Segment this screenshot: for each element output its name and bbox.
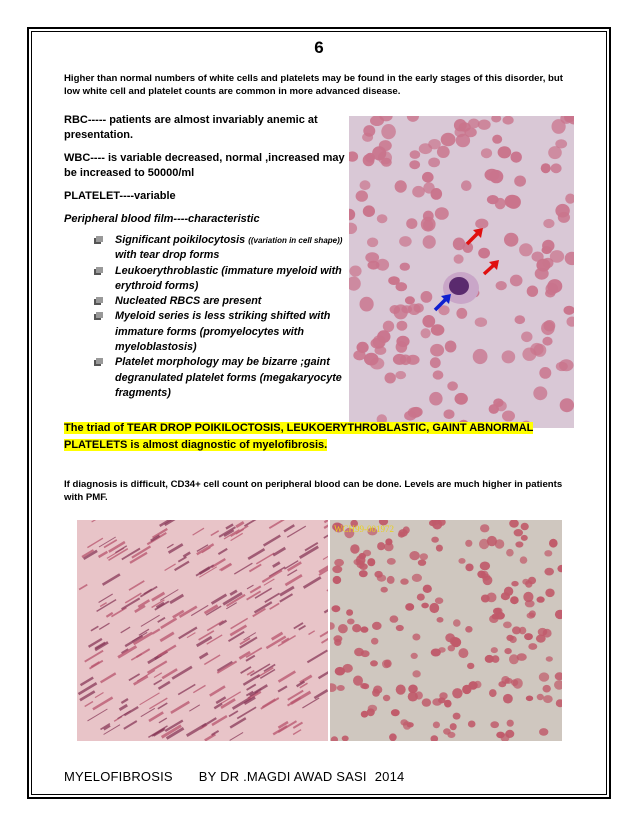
red-cell — [410, 150, 421, 159]
red-cell — [359, 570, 368, 577]
red-cell — [444, 409, 455, 419]
red-cell — [429, 392, 442, 406]
lab-findings — [64, 113, 349, 401]
red-cell — [542, 337, 552, 346]
red-cell — [421, 328, 431, 338]
red-cell — [412, 574, 422, 582]
bullet-icon — [93, 235, 104, 246]
red-cell — [431, 649, 441, 657]
red-cell — [405, 603, 414, 611]
red-cell — [384, 543, 394, 552]
red-cell — [537, 596, 545, 602]
footer — [64, 769, 430, 784]
red-cell — [548, 146, 562, 159]
red-cell — [381, 124, 396, 139]
triad-statement — [64, 420, 584, 454]
red-cell — [391, 709, 400, 716]
finding-note: ((variation in cell shape)) — [248, 236, 343, 245]
peripheral-smear-image — [330, 520, 562, 741]
red-cell — [360, 180, 371, 190]
list-item — [93, 294, 349, 309]
red-cell — [360, 683, 368, 689]
red-cell — [509, 654, 519, 664]
red-cell — [487, 536, 497, 546]
red-cell — [356, 190, 368, 201]
red-cell — [377, 214, 388, 223]
red-cell — [396, 336, 409, 347]
list-item — [93, 309, 349, 355]
red-cell — [512, 626, 521, 634]
red-cell — [550, 250, 564, 263]
red-cell — [465, 626, 472, 633]
red-cell — [428, 158, 440, 168]
image-watermark: WCH99-001972 — [334, 524, 394, 534]
red-cell — [538, 628, 548, 636]
red-cell — [388, 276, 400, 285]
red-cell — [395, 371, 406, 379]
red-cell — [533, 386, 547, 400]
red-cell — [420, 553, 428, 560]
blood-smear-graphic — [349, 116, 574, 428]
red-cell — [430, 357, 441, 368]
red-cell — [437, 146, 450, 158]
red-cell — [487, 195, 499, 204]
red-cell — [421, 217, 436, 232]
red-cell — [551, 163, 562, 173]
red-cell — [433, 722, 440, 729]
red-cell — [377, 575, 386, 582]
red-cell — [375, 346, 387, 355]
red-cell — [448, 645, 455, 651]
red-cell — [372, 622, 382, 630]
red-cell — [390, 615, 399, 622]
red-cell — [383, 321, 394, 332]
red-cell — [349, 266, 361, 277]
finding-text: Leukoerythroblastic (immature myeloid with erythroid forms) — [115, 264, 342, 292]
red-cell — [480, 524, 489, 532]
triad-pre: The triad of — [64, 422, 127, 434]
red-cell — [363, 205, 375, 217]
red-cell — [464, 128, 476, 138]
red-cell — [525, 600, 535, 607]
red-cell — [423, 235, 436, 248]
red-cell — [439, 692, 447, 699]
red-cell — [527, 613, 535, 619]
red-cell — [496, 281, 507, 290]
triad-main: TEAR DROP POIKILOCTOSIS, LEUKOERYTHROBLASTIC, GAINT ABNORMAL PLATELETS — [64, 422, 534, 451]
red-cell — [504, 648, 511, 654]
bullet-icon — [93, 266, 104, 277]
red-cell — [400, 263, 410, 271]
intro-paragraph: Higher than normal numbers of white cells and platelets may be found in the early stages of this disorder, but low white cell and platelet counts are common in more advanced disease. — [64, 73, 563, 97]
bullet-icon — [93, 357, 104, 368]
red-cell — [363, 550, 371, 557]
red-cell — [332, 566, 342, 574]
red-cell — [385, 373, 396, 384]
red-cell — [399, 236, 412, 247]
red-cell — [506, 549, 514, 557]
red-cell — [447, 381, 458, 390]
red-cell — [506, 635, 513, 641]
red-cell — [543, 219, 554, 228]
red-cell — [539, 672, 549, 681]
red-cell — [539, 367, 551, 379]
red-cell — [505, 195, 520, 208]
footer-year: 2014 — [374, 769, 405, 784]
red-cell — [536, 259, 550, 272]
red-cell — [510, 275, 523, 287]
finding-text: Myeloid series is less striking shifted with immature forms (promyelocytes with myeloblastosis) — [115, 310, 331, 354]
red-cell — [526, 696, 533, 702]
red-cell — [468, 721, 476, 728]
red-cell — [334, 639, 341, 646]
red-cell — [431, 537, 439, 543]
red-cell — [503, 116, 514, 125]
red-cell — [353, 350, 365, 360]
red-cell — [528, 643, 537, 650]
red-cell — [544, 568, 554, 576]
red-cell — [555, 204, 569, 218]
red-cell — [485, 169, 500, 181]
red-cell — [478, 120, 491, 130]
red-cell — [480, 562, 490, 571]
red-cell — [481, 571, 489, 578]
red-cell — [370, 660, 378, 666]
red-cell — [381, 587, 388, 593]
red-cell — [541, 321, 555, 335]
red-cell — [458, 558, 465, 564]
red-cell — [383, 695, 390, 701]
red-cell — [360, 626, 368, 632]
red-cell — [337, 685, 345, 691]
red-cell — [465, 540, 472, 547]
platelet-text: PLATELET----variable — [64, 190, 176, 202]
red-cell — [362, 133, 373, 142]
red-cell — [346, 609, 353, 616]
red-cell — [412, 634, 420, 641]
red-cell — [453, 713, 461, 720]
red-cell — [475, 219, 488, 229]
red-cell — [422, 698, 431, 706]
red-cell — [467, 663, 474, 669]
footer-title: MYELOFIBROSIS — [64, 769, 173, 784]
red-cell — [412, 186, 425, 198]
page-number: 6 — [314, 38, 324, 57]
red-cell — [475, 317, 487, 327]
red-cell — [371, 638, 378, 645]
red-cell — [454, 254, 464, 263]
red-cell — [541, 163, 551, 173]
red-cell — [368, 705, 377, 712]
red-cell — [412, 670, 420, 677]
red-cell — [458, 648, 468, 658]
red-cell — [432, 698, 442, 705]
red-cell — [485, 655, 494, 663]
red-cell — [335, 667, 345, 676]
red-cell — [372, 689, 380, 697]
red-cell — [520, 556, 528, 563]
red-cell — [365, 252, 379, 263]
red-cell — [501, 676, 509, 684]
red-cell — [481, 595, 490, 603]
red-cell — [411, 653, 418, 659]
red-cell — [545, 589, 554, 598]
red-cell — [418, 560, 426, 566]
red-cell — [367, 558, 375, 566]
red-cell — [521, 535, 528, 541]
red-cell — [559, 359, 574, 371]
red-cell — [334, 559, 344, 566]
red-cell — [522, 348, 536, 361]
red-cell — [382, 660, 390, 669]
blood-smear-image — [349, 116, 574, 428]
red-cell — [473, 349, 488, 364]
red-cell — [456, 308, 467, 319]
red-cell — [507, 720, 514, 727]
red-cell — [431, 188, 443, 200]
red-cell — [421, 291, 433, 303]
red-cell — [422, 172, 434, 183]
wbc-text: WBC---- is variable decreased, normal ,increased may be increased to 50000/ml — [64, 152, 345, 179]
red-cell — [514, 176, 526, 187]
red-cell — [519, 243, 533, 256]
red-cell — [441, 133, 456, 147]
red-cell — [433, 370, 444, 379]
red-cell — [396, 685, 406, 695]
red-cell — [347, 619, 355, 625]
red-cell — [422, 315, 435, 328]
red-cell — [444, 700, 452, 708]
red-cell — [429, 603, 439, 613]
red-cell — [350, 544, 359, 553]
red-cell — [546, 283, 559, 295]
red-cell — [400, 578, 408, 584]
red-cell — [514, 529, 523, 536]
red-cell — [338, 624, 348, 633]
finding-text: Significant poikilocytosis — [115, 234, 249, 246]
red-cell — [527, 286, 538, 297]
red-cell — [377, 542, 385, 550]
red-cell — [454, 119, 467, 131]
red-cell — [423, 585, 432, 593]
red-cell — [491, 647, 498, 653]
red-cell — [490, 721, 499, 728]
red-cell — [395, 180, 407, 192]
list-item — [93, 264, 349, 295]
red-cell — [443, 728, 451, 734]
red-cell — [489, 689, 497, 697]
red-cell — [390, 305, 401, 314]
red-cell — [481, 148, 492, 158]
red-cell — [409, 551, 419, 560]
red-cell — [354, 648, 364, 657]
red-cell — [407, 722, 414, 727]
red-cell — [387, 576, 395, 584]
red-cell — [511, 152, 522, 163]
red-cell — [542, 246, 552, 254]
red-cell — [421, 603, 429, 609]
red-cell — [537, 694, 544, 700]
red-cell — [408, 692, 418, 702]
finding-text: Nucleated RBCS are present — [115, 295, 262, 308]
red-cell — [525, 580, 532, 587]
red-cell — [450, 723, 457, 730]
red-cell — [493, 608, 501, 615]
finding-text: Platelet morphology may be bizarre ;gaint degranulated platelet forms (megakaryocyte fragments) — [115, 356, 342, 399]
red-cell — [387, 558, 396, 565]
red-cell — [546, 656, 553, 661]
red-cell — [453, 619, 461, 626]
red-cell — [352, 624, 361, 632]
red-cell — [515, 541, 523, 547]
red-cell — [455, 393, 468, 405]
red-cell — [452, 688, 462, 698]
red-cell — [437, 617, 444, 623]
red-cell — [465, 564, 473, 572]
red-cell — [543, 695, 553, 703]
red-cell — [445, 633, 455, 642]
red-cell — [544, 550, 552, 556]
red-cell — [430, 344, 444, 357]
red-cell — [332, 605, 341, 612]
red-cell — [521, 332, 532, 343]
bullet-icon — [93, 296, 104, 307]
list-item — [93, 233, 349, 264]
red-cell — [445, 341, 457, 353]
red-cell — [560, 398, 574, 412]
red-cell — [469, 681, 478, 690]
red-cell — [521, 523, 529, 530]
rbc-text: RBC----- patients are almost invariably anemic at presentation. — [64, 114, 318, 141]
film-heading: Peripheral blood film----characteristic — [64, 213, 260, 225]
peripheral-smear-graphic — [330, 520, 562, 741]
red-cell — [503, 694, 513, 704]
red-cell — [498, 146, 512, 158]
red-cell — [478, 248, 490, 259]
red-cell — [504, 233, 518, 247]
red-cell — [367, 238, 378, 248]
red-cell — [397, 321, 408, 331]
footer-author: BY DR .MAGDI AWAD SASI — [198, 769, 367, 784]
red-cell — [405, 296, 415, 304]
red-cell — [453, 238, 465, 251]
triad-post: is almost diagnostic of myelofibrosis. — [127, 439, 328, 451]
red-cell — [435, 597, 443, 604]
red-cell — [378, 151, 392, 164]
red-cell — [492, 135, 502, 144]
red-cell — [398, 529, 407, 537]
red-cell — [524, 633, 533, 640]
red-cell — [502, 350, 516, 363]
red-cell — [515, 315, 526, 324]
red-cell — [503, 622, 512, 629]
diagnosis-note: If diagnosis is difficult, CD34+ cell count on peripheral blood can be done. Levels are much higher in patients with PMF. — [64, 479, 563, 503]
red-cell — [510, 596, 519, 604]
red-cell — [539, 728, 548, 736]
red-cell — [419, 143, 432, 154]
finding-tail: with tear drop forms — [115, 249, 220, 262]
red-cell — [401, 305, 412, 313]
red-cell — [376, 259, 389, 271]
red-cell — [511, 581, 518, 587]
red-cell — [549, 539, 558, 548]
red-cell — [333, 576, 342, 584]
red-cell — [396, 625, 404, 631]
bullet-icon — [93, 311, 104, 322]
red-cell — [356, 560, 364, 568]
red-cell — [406, 218, 417, 229]
red-cell — [364, 353, 379, 366]
red-cell — [489, 404, 499, 414]
tissue-graphic — [77, 520, 328, 741]
list-item — [93, 355, 349, 401]
film-findings-list — [64, 233, 349, 401]
red-cell — [389, 733, 397, 741]
red-cell — [393, 354, 406, 365]
red-cell — [435, 207, 449, 220]
marrow-biopsy-image — [77, 520, 328, 741]
red-cell — [409, 160, 420, 169]
red-cell — [461, 180, 472, 191]
nucleated-cell — [449, 277, 469, 295]
red-cell — [417, 594, 425, 601]
red-cell — [436, 545, 443, 552]
red-cell — [360, 297, 374, 312]
red-cell — [543, 685, 551, 693]
red-cell — [504, 587, 513, 596]
